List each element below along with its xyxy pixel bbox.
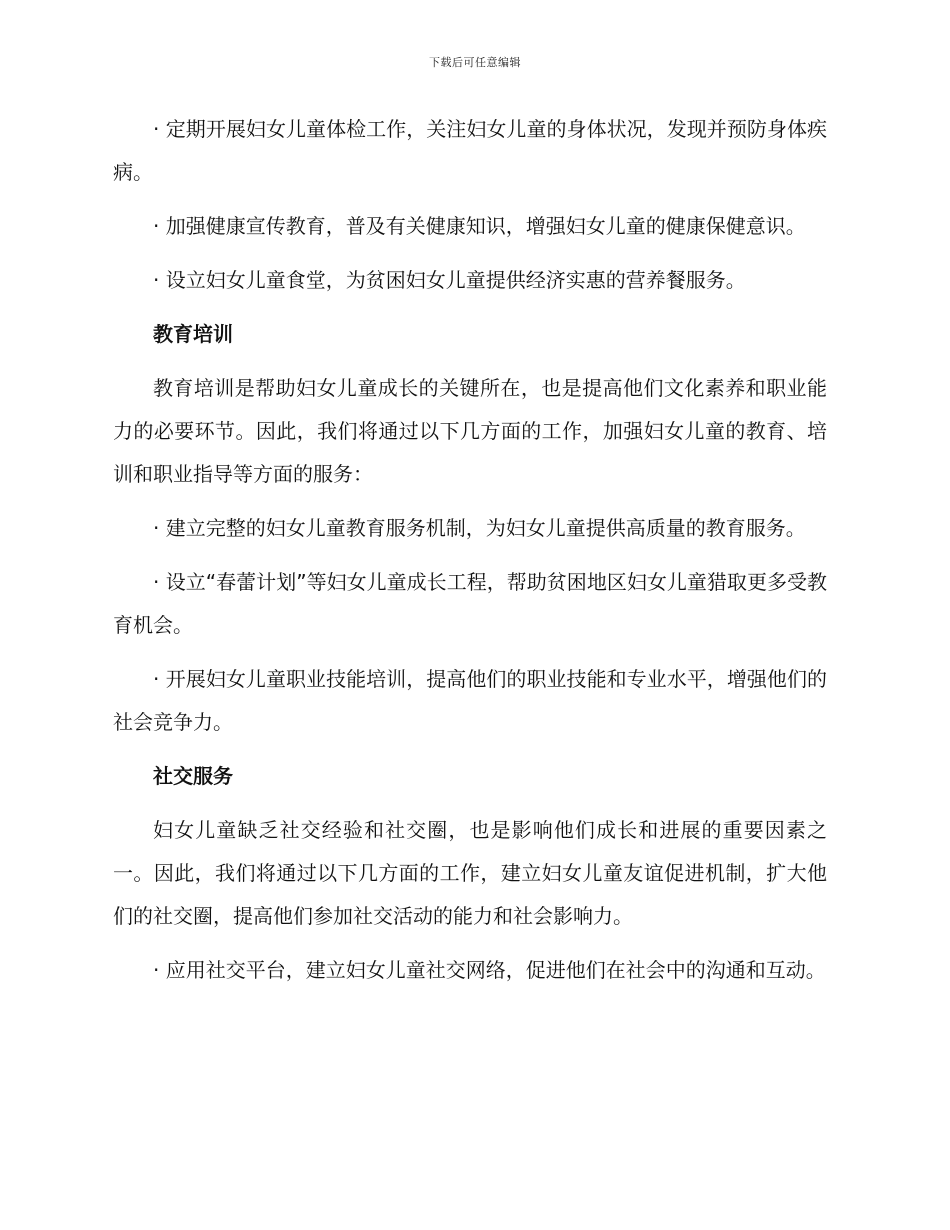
bullet-paragraph: · 开展妇女儿童职业技能培训，提高他们的职业技能和专业水平，增强他们的社会竞争力。 bbox=[113, 667, 827, 734]
bullet-paragraph: · 定期开展妇女儿童体检工作，关注妇女儿童的身体状况，发现并预防身体疾病。 bbox=[113, 117, 827, 184]
page-header: 下载后可任意编辑 bbox=[429, 56, 521, 69]
body-paragraph: 教育培训是帮助妇女儿童成长的关键所在，也是提高他们文化素养和职业能力的必要环节。因此，我们将通过以下几方面的工作，加强妇女儿童的教育、培训和职业指导等方面的服务： bbox=[113, 376, 827, 486]
bullet-paragraph: · 应用社交平台，建立妇女儿童社交网络，促进他们在社会中的沟通和互动。 bbox=[153, 958, 826, 982]
bullet-paragraph: · 设立妇女儿童食堂，为贫困妇女儿童提供经济实惠的营养餐服务。 bbox=[153, 268, 746, 292]
section-heading-social: 社交服务 bbox=[153, 764, 233, 788]
bullet-paragraph: · 加强健康宣传教育，普及有关健康知识，增强妇女儿童的健康保健意识。 bbox=[153, 214, 806, 238]
section-heading-education: 教育培训 bbox=[153, 322, 233, 346]
document-body bbox=[113, 108, 827, 1003]
bullet-paragraph: · 建立完整的妇女儿童教育服务机制，为妇女儿童提供高质量的教育服务。 bbox=[153, 516, 806, 540]
body-paragraph: 妇女儿童缺乏社交经验和社交圈，也是影响他们成长和进展的重要因素之一。因此，我们将通过以下几方面的工作，建立妇女儿童友谊促进机制，扩大他们的社交圈，提高他们参加社交活动的能力和社会影响力。 bbox=[113, 818, 827, 928]
bullet-paragraph: · 设立“春蕾计划”等妇女儿童成长工程，帮助贫困地区妇女儿童猎取更多受教育机会。 bbox=[113, 570, 827, 637]
